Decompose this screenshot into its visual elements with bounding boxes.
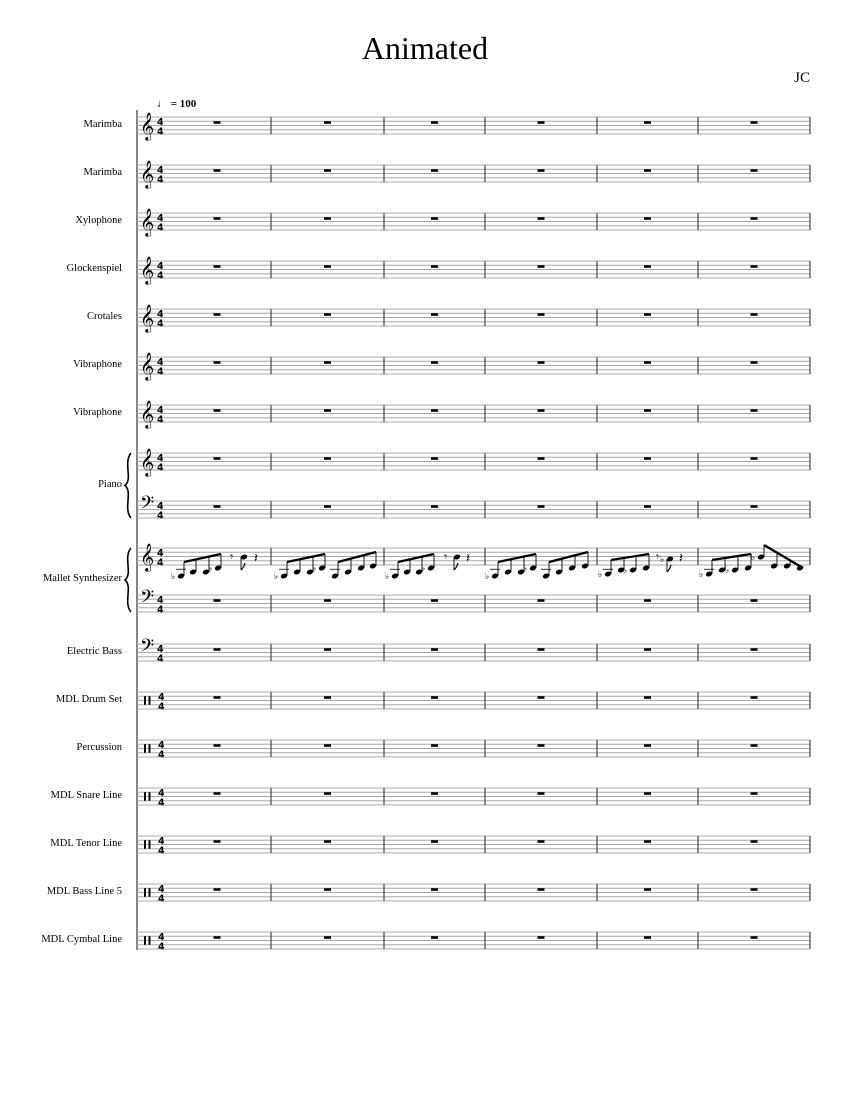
treble-clef-icon: 𝄞 [140, 304, 155, 332]
bass-clef-icon: 𝄢 [140, 493, 155, 518]
instrument-vibraphone [137, 352, 810, 381]
flat-accidental-icon: ♭ [274, 572, 279, 582]
time-signature-bottom: 4 [157, 318, 164, 330]
whole-rest [431, 361, 438, 364]
whole-rest [324, 121, 331, 124]
whole-rest [751, 265, 758, 268]
flat-accidental-icon: ♭ [421, 564, 426, 574]
whole-rest [214, 936, 221, 939]
time-signature-bottom: 4 [158, 797, 165, 809]
whole-rest [324, 169, 331, 172]
whole-rest [644, 361, 651, 364]
time-signature-bottom: 4 [157, 557, 164, 569]
whole-rest [324, 936, 331, 939]
time-signature-bottom: 4 [157, 604, 164, 616]
instrument-label: MDL Snare Line [50, 789, 122, 801]
whole-rest [214, 313, 221, 316]
treble-clef-icon: 𝄞 [140, 256, 155, 284]
whole-rest [431, 936, 438, 939]
instrument-label: Glockenspiel [66, 262, 122, 274]
whole-rest [214, 505, 221, 508]
whole-rest [644, 409, 651, 412]
whole-rest [538, 599, 545, 602]
whole-rest [214, 840, 221, 843]
whole-rest [751, 936, 758, 939]
whole-rest [644, 744, 651, 747]
time-signature-top: 4 [157, 309, 164, 320]
whole-rest [538, 169, 545, 172]
whole-rest [751, 409, 758, 412]
whole-rest [431, 409, 438, 412]
instrument-label: MDL Bass Line 5 [46, 885, 122, 897]
percussion-clef-icon [144, 888, 146, 897]
whole-rest [431, 744, 438, 747]
whole-rest [324, 313, 331, 316]
whole-rest [324, 217, 331, 220]
tempo-marking: ♩ = 100 [157, 98, 197, 110]
time-signature-top: 4 [158, 740, 165, 751]
brace [125, 548, 131, 612]
whole-rest [751, 744, 758, 747]
instrument-label: Xylophone [75, 214, 122, 226]
score-title: Animated [361, 30, 489, 66]
instrument-mdl-tenor-line [137, 836, 810, 857]
time-signature-bottom: 4 [158, 749, 165, 761]
whole-rest [751, 217, 758, 220]
whole-rest [431, 313, 438, 316]
time-signature-top: 4 [157, 453, 164, 464]
instrument-label: Vibraphone [73, 358, 122, 370]
instrument-marimba [137, 112, 810, 141]
time-signature-top: 4 [158, 884, 165, 895]
percussion-clef-icon [144, 792, 146, 801]
flat-accidental-icon: ♭ [208, 564, 213, 574]
flat-accidental-icon: ♭ [660, 555, 665, 565]
note-flag [667, 565, 671, 572]
whole-rest [214, 648, 221, 651]
whole-rest [214, 792, 221, 795]
whole-rest [644, 169, 651, 172]
whole-rest [751, 840, 758, 843]
whole-rest [751, 169, 758, 172]
whole-rest [538, 888, 545, 891]
flat-accidental-icon: ♭ [623, 566, 628, 576]
whole-rest [538, 265, 545, 268]
instrument-marimba [137, 160, 810, 189]
whole-rest [538, 505, 545, 508]
whole-rest [751, 792, 758, 795]
instrument-crotales [137, 304, 810, 333]
instrument-piano [125, 448, 810, 522]
whole-rest [324, 696, 331, 699]
time-signature-top: 4 [157, 213, 164, 224]
whole-rest [644, 696, 651, 699]
whole-rest [431, 696, 438, 699]
time-signature-bottom: 4 [157, 510, 164, 522]
time-signature-top: 4 [157, 644, 164, 655]
whole-rest [324, 505, 331, 508]
time-signature-bottom: 4 [158, 845, 165, 857]
whole-rest [324, 409, 331, 412]
time-signature-top: 4 [157, 357, 164, 368]
whole-rest [644, 505, 651, 508]
instrument-label: MDL Cymbal Line [41, 933, 122, 945]
time-signature-bottom: 4 [157, 174, 164, 186]
whole-rest [431, 888, 438, 891]
percussion-clef-icon [144, 936, 146, 945]
instrument-label: MDL Tenor Line [50, 837, 122, 849]
whole-rest [644, 792, 651, 795]
instrument-xylophone [137, 208, 810, 237]
whole-rest [538, 121, 545, 124]
whole-rest [324, 599, 331, 602]
time-signature-bottom: 4 [157, 270, 164, 282]
time-signature-bottom: 4 [157, 653, 164, 665]
whole-rest [538, 313, 545, 316]
instrument-label: Percussion [76, 741, 122, 753]
percussion-clef-icon [144, 696, 146, 705]
whole-rest [751, 313, 758, 316]
instrument-vibraphone [137, 400, 810, 429]
flat-accidental-icon: ♭ [598, 570, 603, 580]
whole-rest [214, 121, 221, 124]
measure-1 [171, 550, 258, 582]
time-signature-bottom: 4 [157, 366, 164, 378]
eighth-rest-icon: 𝄾 [230, 549, 234, 564]
instrument-label: Marimba [83, 166, 122, 178]
note-flag [454, 563, 458, 570]
whole-rest [644, 936, 651, 939]
percussion-clef-icon [144, 840, 146, 849]
time-signature-bottom: 4 [158, 701, 165, 713]
whole-rest [644, 121, 651, 124]
time-signature-top: 4 [157, 548, 164, 559]
instrument-mdl-cymbal-line [137, 932, 810, 953]
whole-rest [644, 265, 651, 268]
percussion-clef-icon [149, 888, 151, 897]
whole-rest [431, 840, 438, 843]
note-flag [241, 563, 245, 570]
whole-rest [431, 217, 438, 220]
time-signature-top: 4 [157, 405, 164, 416]
whole-rest [431, 265, 438, 268]
treble-clef-icon: 𝄞 [140, 352, 155, 380]
treble-clef-icon: 𝄞 [140, 208, 155, 236]
bass-clef-icon: 𝄢 [140, 636, 155, 661]
time-signature-top: 4 [158, 932, 165, 943]
whole-rest [431, 792, 438, 795]
time-signature-top: 4 [157, 501, 164, 512]
whole-rest [751, 361, 758, 364]
flat-accidental-icon: ♭ [725, 566, 730, 576]
instrument-label: Vibraphone [73, 406, 122, 418]
whole-rest [214, 744, 221, 747]
whole-rest [538, 361, 545, 364]
whole-rest [324, 888, 331, 891]
whole-rest [431, 648, 438, 651]
instrument-mdl-bass-line-5 [137, 884, 810, 905]
measure-6 [699, 545, 804, 580]
time-signature-bottom: 4 [157, 126, 164, 138]
instrument-percussion [137, 740, 810, 761]
time-signature-bottom: 4 [158, 893, 165, 905]
whole-rest [324, 840, 331, 843]
instrument-mallet-synthesizer [125, 543, 810, 616]
time-signature-top: 4 [157, 595, 164, 606]
instrument-label: MDL Drum Set [55, 693, 122, 705]
whole-rest [324, 457, 331, 460]
whole-rest [431, 505, 438, 508]
flat-accidental-icon: ♭ [171, 572, 176, 582]
time-signature-bottom: 4 [157, 414, 164, 426]
whole-rest [644, 217, 651, 220]
whole-rest [431, 121, 438, 124]
time-signature-top: 4 [157, 165, 164, 176]
percussion-clef-icon [149, 840, 151, 849]
treble-clef-icon: 𝄞 [140, 543, 155, 571]
treble-clef-icon: 𝄞 [140, 112, 155, 140]
whole-rest [324, 265, 331, 268]
whole-rest [644, 888, 651, 891]
whole-rest [214, 265, 221, 268]
percussion-clef-icon [149, 696, 151, 705]
whole-rest [538, 648, 545, 651]
flat-accidental-icon: ♭ [312, 564, 317, 574]
eighth-rest-icon: 𝄾 [656, 549, 660, 564]
time-signature-top: 4 [158, 788, 165, 799]
whole-rest [751, 505, 758, 508]
whole-rest [214, 361, 221, 364]
whole-rest [538, 792, 545, 795]
treble-clef-icon: 𝄞 [140, 400, 155, 428]
treble-clef-icon: 𝄞 [140, 448, 155, 476]
bass-clef-icon: 𝄢 [140, 587, 155, 612]
whole-rest [538, 457, 545, 460]
treble-clef-icon: 𝄞 [140, 160, 155, 188]
instrument-label: Electric Bass [66, 645, 122, 657]
whole-rest [644, 648, 651, 651]
whole-rest [538, 936, 545, 939]
whole-rest [751, 648, 758, 651]
time-signature-top: 4 [158, 692, 165, 703]
percussion-clef-icon [149, 792, 151, 801]
instrument-electric-bass [137, 636, 810, 665]
whole-rest [214, 409, 221, 412]
instrument-label: Marimba [83, 118, 122, 130]
time-signature-bottom: 4 [157, 462, 164, 474]
flat-accidental-icon: ♭ [385, 572, 390, 582]
instrument-mdl-drum-set [137, 692, 810, 713]
instrument-mdl-snare-line [137, 788, 810, 809]
whole-rest [324, 648, 331, 651]
eighth-rest-icon: 𝄾 [444, 549, 448, 564]
instrument-glockenspiel [137, 256, 810, 285]
whole-rest [431, 599, 438, 602]
instrument-label: Crotales [87, 310, 122, 322]
whole-rest [538, 840, 545, 843]
whole-rest [644, 840, 651, 843]
whole-rest [214, 217, 221, 220]
whole-rest [751, 599, 758, 602]
whole-rest [324, 361, 331, 364]
percussion-clef-icon [149, 744, 151, 753]
whole-rest [751, 696, 758, 699]
quarter-rest-icon: 𝄽 [466, 551, 470, 567]
instrument-label: Piano [98, 478, 122, 490]
whole-rest [214, 888, 221, 891]
flat-accidental-icon: ♭ [485, 572, 490, 582]
measure-3 [385, 550, 470, 582]
time-signature-top: 4 [157, 261, 164, 272]
time-signature-bottom: 4 [158, 941, 165, 953]
percussion-clef-icon [149, 936, 151, 945]
whole-rest [214, 457, 221, 460]
whole-rest [324, 744, 331, 747]
whole-rest [751, 457, 758, 460]
percussion-clef-icon [144, 744, 146, 753]
time-signature-bottom: 4 [157, 222, 164, 234]
whole-rest [324, 792, 331, 795]
whole-rest [214, 599, 221, 602]
whole-rest [214, 696, 221, 699]
whole-rest [214, 169, 221, 172]
whole-rest [644, 599, 651, 602]
whole-rest [751, 888, 758, 891]
flat-accidental-icon: ♭ [699, 570, 704, 580]
time-signature-top: 4 [158, 836, 165, 847]
instrument-label: Mallet Synthesizer [42, 573, 122, 584]
whole-rest [644, 313, 651, 316]
whole-rest [644, 457, 651, 460]
composer-name: JC [794, 70, 810, 86]
time-signature-top: 4 [157, 117, 164, 128]
quarter-rest-icon: 𝄽 [254, 551, 258, 567]
whole-rest [431, 457, 438, 460]
whole-rest [538, 744, 545, 747]
flat-accidental-icon: ♭ [751, 553, 756, 563]
whole-rest [538, 409, 545, 412]
whole-rest [538, 696, 545, 699]
whole-rest [431, 169, 438, 172]
brace [125, 453, 131, 518]
flat-accidental-icon: ♭ [523, 564, 528, 574]
whole-rest [751, 121, 758, 124]
whole-rest [538, 217, 545, 220]
quarter-rest-icon: 𝄽 [679, 551, 683, 567]
